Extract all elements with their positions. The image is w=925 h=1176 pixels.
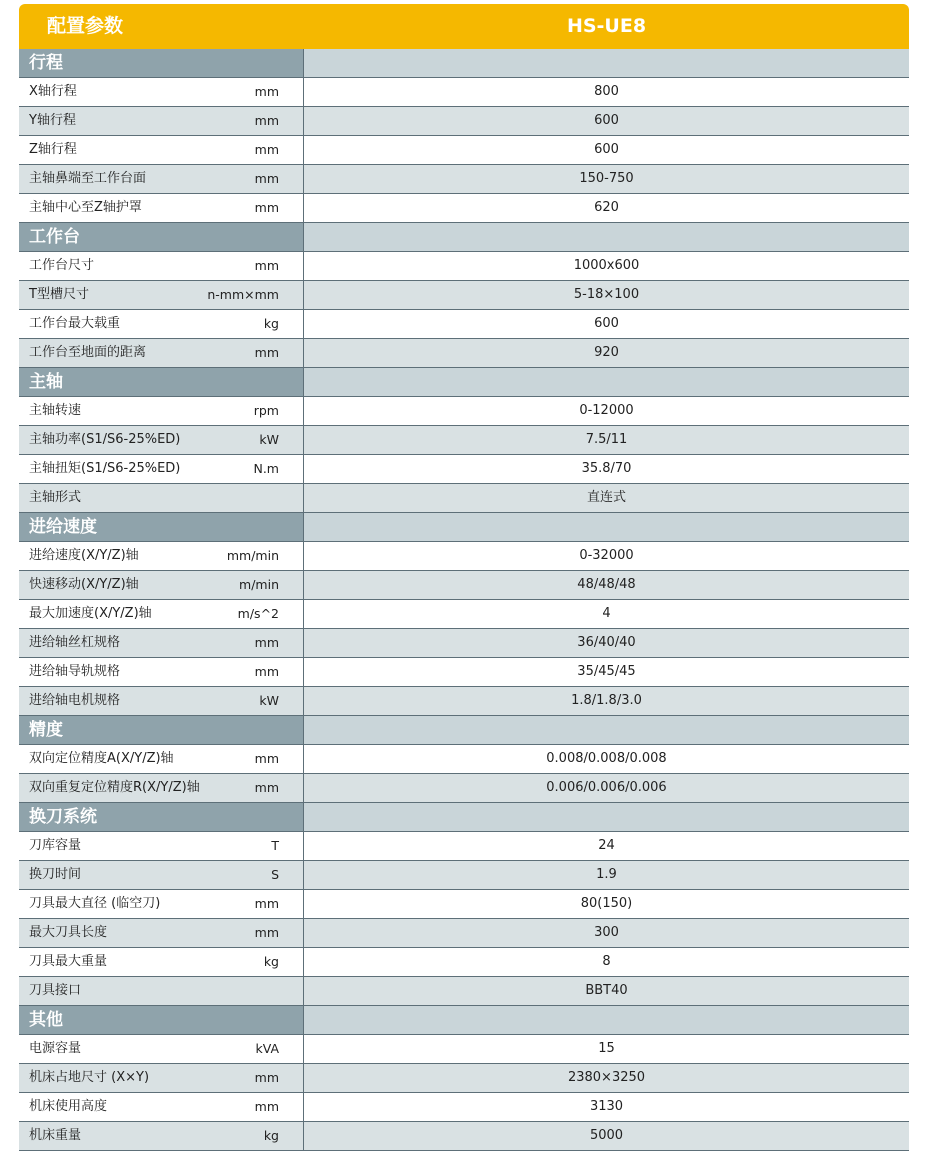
param-unit: mm/min [226, 548, 279, 563]
param-cell [19, 455, 304, 483]
param-unit: kg [263, 1128, 279, 1143]
section-header [19, 1006, 909, 1035]
param-unit: mm [254, 1070, 279, 1085]
table-row [19, 397, 909, 426]
param-value: 600 [594, 316, 619, 331]
table-row [19, 339, 909, 368]
param-value: 35/45/45 [577, 664, 636, 679]
param-value: 150-750 [579, 171, 634, 186]
table-row [19, 1064, 909, 1093]
param-value: BBT40 [585, 983, 628, 998]
table-row [19, 455, 909, 484]
param-label: 最大刀具长度 [29, 925, 108, 940]
table-row [19, 78, 909, 107]
param-label: 进给轴电机规格 [29, 693, 121, 708]
param-cell [19, 107, 304, 135]
param-cell [19, 426, 304, 454]
spec-table [19, 4, 909, 1151]
table-row [19, 426, 909, 455]
table-row [19, 281, 909, 310]
param-label: 主轴中心至Z轴护罩 [29, 200, 142, 215]
param-label: 快速移动(X/Y/Z)轴 [29, 577, 139, 592]
table-row [19, 1093, 909, 1122]
param-cell [19, 600, 304, 628]
table-row [19, 658, 909, 687]
param-value: 7.5/11 [585, 432, 628, 447]
param-cell [19, 1093, 304, 1121]
param-label: 换刀时间 [29, 867, 82, 882]
section-title: 行程 [19, 49, 304, 77]
param-value: 15 [598, 1041, 615, 1056]
param-cell [19, 919, 304, 947]
param-label: 刀具接口 [29, 983, 82, 998]
table-row [19, 310, 909, 339]
param-unit: mm [254, 200, 279, 215]
param-value: 0-32000 [579, 548, 634, 563]
param-cell [19, 542, 304, 570]
param-value: 2380×3250 [567, 1070, 646, 1085]
param-label: Z轴行程 [29, 142, 77, 157]
param-unit: rpm [253, 403, 279, 418]
param-cell [19, 339, 304, 367]
table-row [19, 861, 909, 890]
param-unit: mm [254, 664, 279, 679]
param-unit: kVA [255, 1041, 279, 1056]
param-label: 刀具最大重量 [29, 954, 108, 969]
table-row [19, 571, 909, 600]
param-cell [19, 745, 304, 773]
section-title: 工作台 [19, 223, 304, 251]
section-value-cell [304, 49, 909, 77]
param-value: 1.9 [596, 867, 617, 882]
table-row [19, 1035, 909, 1064]
section-title: 主轴 [19, 368, 304, 396]
param-label: 双向重复定位精度R(X/Y/Z)轴 [29, 780, 200, 795]
param-unit: kg [263, 954, 279, 969]
param-unit: mm [254, 1099, 279, 1114]
section-title: 精度 [19, 716, 304, 744]
section-value-cell [304, 368, 909, 396]
table-row [19, 832, 909, 861]
param-value: 0.008/0.008/0.008 [546, 751, 667, 766]
section-header [19, 716, 909, 745]
param-label: 主轴转速 [29, 403, 82, 418]
param-value: 直连式 [586, 490, 626, 505]
param-cell [19, 397, 304, 425]
param-cell [19, 194, 304, 222]
param-unit: mm [254, 171, 279, 186]
param-cell [19, 165, 304, 193]
param-value: 8 [602, 954, 611, 969]
table-row [19, 774, 909, 803]
param-label: 工作台尺寸 [29, 258, 95, 273]
param-cell [19, 1035, 304, 1063]
table-row [19, 629, 909, 658]
param-cell [19, 948, 304, 976]
section-title: 换刀系统 [19, 803, 304, 831]
param-value: 920 [594, 345, 619, 360]
param-label: 刀具最大直径 (临空刀) [29, 896, 161, 911]
param-label: 主轴鼻端至工作台面 [29, 171, 147, 186]
param-cell [19, 629, 304, 657]
param-label: 进给速度(X/Y/Z)轴 [29, 548, 139, 563]
section-header [19, 513, 909, 542]
param-cell [19, 571, 304, 599]
param-cell [19, 136, 304, 164]
param-value: 600 [594, 113, 619, 128]
param-value: 0.006/0.006/0.006 [546, 780, 667, 795]
param-label: 主轴扭矩(S1/S6-25%ED) [29, 461, 181, 476]
param-value: 36/40/40 [577, 635, 636, 650]
param-value: 300 [594, 925, 619, 940]
param-value: 0-12000 [579, 403, 634, 418]
param-cell [19, 774, 304, 802]
table-row [19, 107, 909, 136]
param-label: 工作台最大载重 [29, 316, 121, 331]
param-unit: mm [254, 751, 279, 766]
param-label: 刀库容量 [29, 838, 82, 853]
param-unit: mm [254, 780, 279, 795]
param-label: 工作台至地面的距离 [29, 345, 147, 360]
param-unit: mm [254, 113, 279, 128]
table-header [19, 4, 909, 49]
param-unit: n-mm×mm [207, 287, 279, 302]
param-cell [19, 484, 304, 512]
param-value: 80(150) [580, 896, 633, 911]
param-label: 进给轴导轨规格 [29, 664, 121, 679]
param-value: 600 [594, 142, 619, 157]
param-label: 机床占地尺寸 (X×Y) [29, 1070, 150, 1085]
table-row [19, 194, 909, 223]
table-row [19, 745, 909, 774]
section-value-cell [304, 803, 909, 831]
section-title: 进给速度 [19, 513, 304, 541]
param-unit: m/min [239, 577, 279, 592]
table-row [19, 919, 909, 948]
param-value: 5000 [589, 1128, 624, 1143]
param-unit: T [271, 838, 279, 853]
param-value: 3130 [589, 1099, 624, 1114]
param-unit: mm [254, 896, 279, 911]
param-unit: mm [254, 258, 279, 273]
param-value: 620 [594, 200, 619, 215]
param-value: 4 [602, 606, 611, 621]
param-value: 35.8/70 [581, 461, 632, 476]
section-value-cell [304, 223, 909, 251]
param-cell [19, 1122, 304, 1150]
table-row [19, 948, 909, 977]
param-cell [19, 977, 304, 1005]
param-cell [19, 832, 304, 860]
param-label: T型槽尺寸 [29, 287, 89, 302]
section-header [19, 803, 909, 832]
table-row [19, 600, 909, 629]
header-model-name: HS-UE8 [566, 15, 647, 37]
section-header [19, 368, 909, 397]
param-label: 进给轴丝杠规格 [29, 635, 121, 650]
section-header [19, 223, 909, 252]
param-value: 5-18×100 [573, 287, 640, 302]
param-unit: m/s^2 [237, 606, 279, 621]
section-header [19, 49, 909, 78]
table-row [19, 1122, 909, 1151]
section-value-cell [304, 513, 909, 541]
table-row [19, 977, 909, 1006]
param-value: 48/48/48 [577, 577, 636, 592]
param-unit: kW [259, 693, 279, 708]
param-unit: kW [259, 432, 279, 447]
param-cell [19, 252, 304, 280]
param-label: 主轴形式 [29, 490, 82, 505]
param-unit: mm [254, 345, 279, 360]
param-unit: mm [254, 925, 279, 940]
param-cell [19, 890, 304, 918]
table-row [19, 484, 909, 513]
param-value: 1.8/1.8/3.0 [571, 693, 642, 708]
param-cell [19, 658, 304, 686]
param-cell [19, 78, 304, 106]
param-value: 1000x600 [573, 258, 640, 273]
param-value: 800 [594, 84, 619, 99]
param-label: 双向定位精度A(X/Y/Z)轴 [29, 751, 174, 766]
param-cell [19, 1064, 304, 1092]
param-cell [19, 861, 304, 889]
table-row [19, 890, 909, 919]
param-cell [19, 310, 304, 338]
param-unit: mm [254, 84, 279, 99]
table-row [19, 542, 909, 571]
section-title: 其他 [19, 1006, 304, 1034]
param-label: 机床重量 [29, 1128, 82, 1143]
param-label: 电源容量 [29, 1041, 82, 1056]
param-unit: mm [254, 635, 279, 650]
table-row [19, 136, 909, 165]
table-row [19, 252, 909, 281]
param-label: X轴行程 [29, 84, 77, 99]
param-unit: mm [254, 142, 279, 157]
section-value-cell [304, 1006, 909, 1034]
table-body [19, 49, 909, 1151]
param-label: Y轴行程 [29, 113, 76, 128]
table-row [19, 687, 909, 716]
param-unit: kg [263, 316, 279, 331]
param-unit: N.m [253, 461, 279, 476]
param-label: 主轴功率(S1/S6-25%ED) [29, 432, 181, 447]
param-value: 24 [598, 838, 615, 853]
table-row [19, 165, 909, 194]
param-label: 最大加速度(X/Y/Z)轴 [29, 606, 152, 621]
header-config-label: 配置参数 [47, 15, 124, 37]
param-unit: S [271, 867, 279, 882]
param-label: 机床使用高度 [29, 1099, 108, 1114]
section-value-cell [304, 716, 909, 744]
param-cell [19, 687, 304, 715]
param-cell [19, 281, 304, 309]
